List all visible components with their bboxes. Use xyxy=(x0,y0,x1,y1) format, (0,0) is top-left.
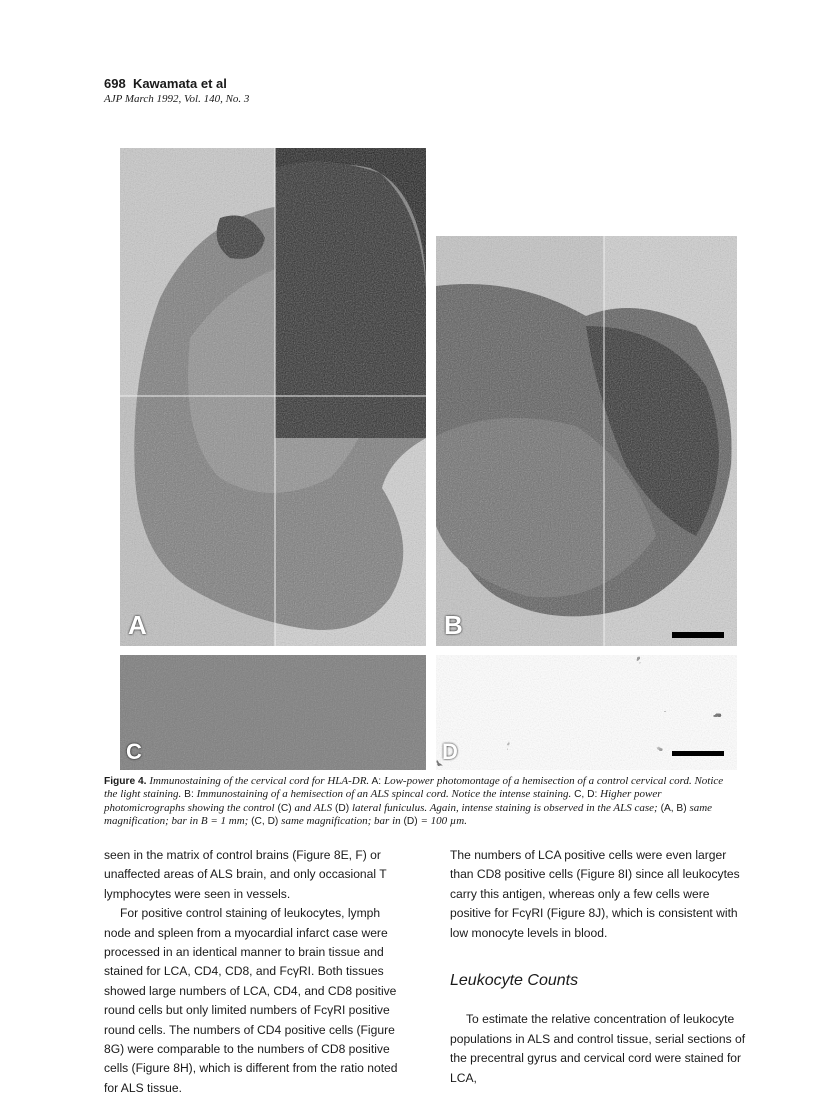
caption-same-mag-1: same magnification; bar in B = 1 mm; xyxy=(104,801,713,828)
panel-c-image xyxy=(120,655,426,770)
caption-title: Immunostaining of the cervical cord for HLA-DR. xyxy=(149,775,370,787)
panel-label-c: C xyxy=(126,739,142,764)
panel-label-d: D xyxy=(442,739,458,764)
body-column-right xyxy=(450,846,746,1088)
caption-cd-ref: (C, D) xyxy=(251,816,279,828)
caption-als: ALS xyxy=(313,801,333,814)
panel-b-image xyxy=(436,236,737,646)
caption-a-text: Low-power photomontage of a hemisection of a control cervical cord. Notice the light staining. xyxy=(104,775,724,801)
caption-b-text: Immunostaining of a hemisection of an ALS spincal cord. Notice the intense staining. xyxy=(196,788,572,801)
panel-a-control-photomontage xyxy=(120,148,426,646)
panel-a-image xyxy=(120,148,426,646)
panel-label-b: B xyxy=(444,610,463,640)
panel-c-control-funiculus xyxy=(120,655,426,770)
paragraph-right-2: To estimate the relative concentration of leukocyte populations in ALS and control tissue, serial sections of the precentral gyrus and cervical cord were stained for LCA, xyxy=(450,1012,746,1085)
caption-ab-ref: (A, B) xyxy=(660,802,687,814)
caption-same-mag-2: same magnification; bar in xyxy=(281,815,401,828)
caption-d-ref: (D) xyxy=(334,802,350,814)
caption-cd-text-1: Higher power photomicrographs showing the control xyxy=(104,788,662,814)
section-heading-leukocyte-counts: Leukocyte Counts xyxy=(450,972,579,990)
page-header-line xyxy=(104,76,249,92)
scale-bar-d xyxy=(672,751,724,756)
running-header xyxy=(104,76,249,106)
caption-c-ref: (C) xyxy=(277,802,292,814)
journal-citation: AJP March 1992, Vol. 140, No. 3 xyxy=(104,93,250,105)
caption-cd-text-2: lateral funiculus. Again, intense staining is observed in the ALS case; xyxy=(351,801,658,814)
body-column-left xyxy=(104,846,400,1098)
caption-and: and xyxy=(294,801,311,814)
caption-b-label: B: xyxy=(184,789,194,801)
paragraph-left-2: For positive control staining of leukocytes, lymph node and spleen from a myocardial infarct case were processed in an identical manner to brain tissue and stained for LCA, CD4, CD8, and FcγRI. Both tissues showed large numbers of LCA, CD4, and CD8 positive round cells but only limited numbers of FcγRI positive round cells. The numbers of CD4 positive cells (Figure 8G) were comparable to the numbers of CD8 positive cells (Figure 8H), which is different from the ratio noted for ALS tissue. xyxy=(104,906,398,1095)
caption-end: = 100 µm. xyxy=(420,815,467,828)
panel-d-als-funiculus xyxy=(436,655,737,770)
figure-4 xyxy=(120,148,737,770)
caption-label: Figure 4. xyxy=(104,776,147,787)
caption-a-label: A: xyxy=(371,776,382,787)
header-authors: Kawamata et al xyxy=(132,76,227,91)
figure-caption xyxy=(104,775,738,829)
panel-b-als-photomontage xyxy=(436,236,737,646)
caption-d-ref-2: (D) xyxy=(403,816,418,828)
paragraph-right-1: The numbers of LCA positive cells were even larger than CD8 positive cells (Figure 8I) since all leukocytes carry this antigen, whereas only a few cells were positive for FcγRI (Figure 8J), which is consistent with low monocyte levels in blood. xyxy=(450,848,740,940)
panel-label-a: A xyxy=(128,610,147,640)
scale-bar-b xyxy=(672,632,724,638)
page-number: 698 xyxy=(104,76,126,91)
paragraph-left-1: seen in the matrix of control brains (Figure 8E, F) or unaffected areas of ALS brain, and only occasional T lymphocytes were seen in vessels. xyxy=(104,848,387,901)
caption-cd-label: C, D: xyxy=(574,789,598,801)
